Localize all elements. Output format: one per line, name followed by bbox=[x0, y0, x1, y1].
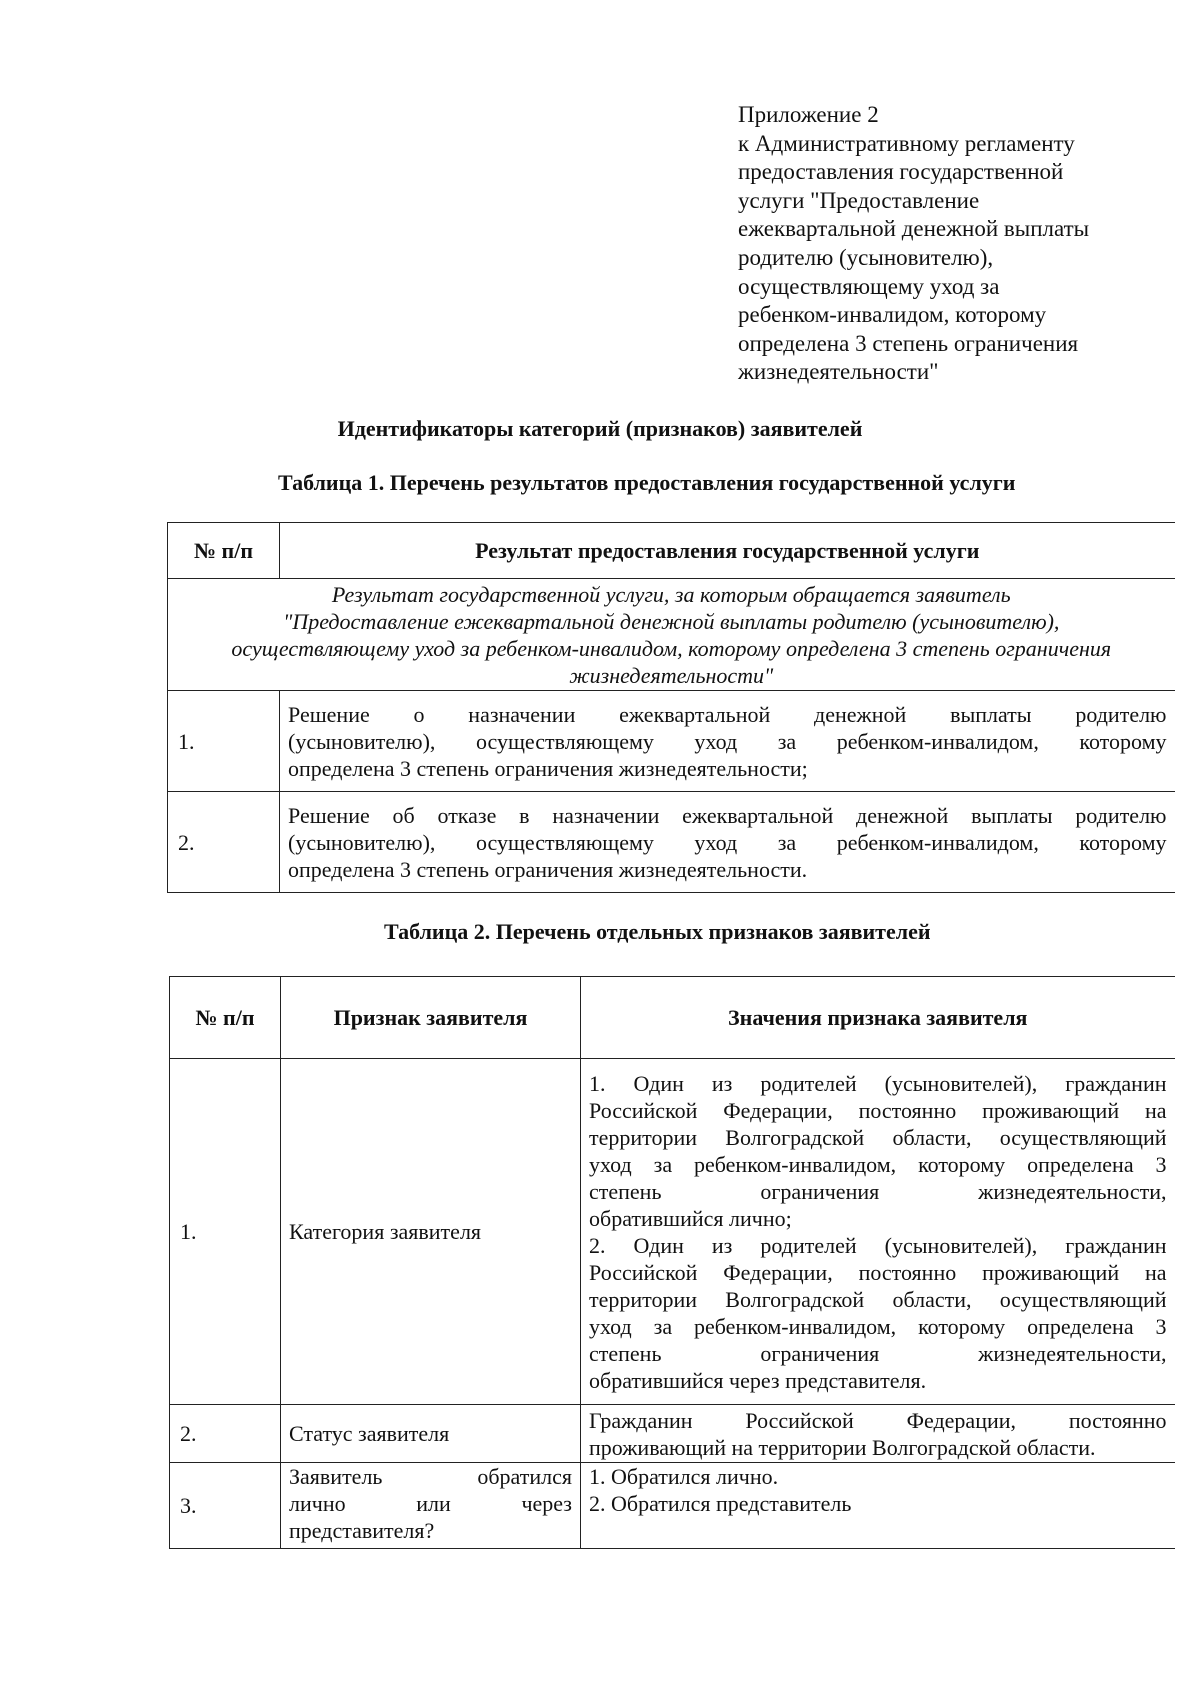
annex-line: ежеквартальной денежной выплаты bbox=[738, 216, 1090, 242]
sign-cell bbox=[281, 1405, 581, 1463]
row-number: 3. bbox=[170, 1463, 281, 1549]
annex-line: к Административному регламенту bbox=[738, 130, 1075, 156]
value-line: территории Волгоградской области, осуществляющий bbox=[589, 1286, 1167, 1312]
results-table bbox=[167, 522, 1175, 893]
table-row bbox=[170, 1463, 1175, 1549]
row-number: 2. bbox=[168, 792, 280, 893]
values-cell bbox=[581, 1059, 1175, 1405]
table-header-row bbox=[168, 523, 1175, 579]
value-line: степень ограничения жизнедеятельности, bbox=[589, 1340, 1167, 1366]
group-caption-line: жизнедеятельности" bbox=[569, 662, 774, 688]
group-caption bbox=[168, 579, 1175, 691]
group-caption-line: "Предоставление ежеквартальной денежной выплаты родителю (усыновителю), bbox=[283, 608, 1060, 634]
table-row bbox=[168, 691, 1175, 792]
annex-line: ребенком-инвалидом, которому bbox=[738, 302, 1047, 328]
sign-line: лично или через bbox=[289, 1491, 572, 1516]
group-row bbox=[168, 579, 1175, 691]
group-caption-line: осуществляющему уход за ребенком-инвалидом, которому определена 3 степень ограничения bbox=[231, 635, 1112, 661]
value-line: уход за ребенком-инвалидом, которому определена 3 bbox=[589, 1151, 1167, 1177]
annex-line: услуги "Предоставление bbox=[738, 187, 980, 213]
value-line: 1. Один из родителей (усыновителей), гражданин bbox=[589, 1070, 1167, 1096]
col-header-num: № п/п bbox=[168, 523, 280, 579]
col-header-result: Результат предоставления государственной услуги bbox=[280, 523, 1175, 579]
result-line: (усыновителю), осуществляющему уход за ребенком-инвалидом, которому bbox=[288, 728, 1167, 754]
col-header-sign: Признак заявителя bbox=[281, 977, 581, 1059]
annex-line: предоставления государственной bbox=[738, 159, 1064, 185]
value-line: 2. Обратился представитель bbox=[589, 1491, 852, 1516]
row-number: 2. bbox=[170, 1405, 281, 1463]
result-line: Решение об отказе в назначении ежеквартальной денежной выплаты родителю bbox=[288, 802, 1167, 828]
group-caption-line: Результат государственной услуги, за которым обращается заявитель bbox=[331, 581, 1011, 607]
result-line: определена 3 степень ограничения жизнедеятельности; bbox=[288, 755, 808, 781]
annex-line: Приложение 2 bbox=[738, 102, 879, 127]
sign-line: представителя? bbox=[289, 1518, 435, 1543]
value-line: Российской Федерации, постоянно проживающий на bbox=[589, 1097, 1167, 1123]
value-line: обратившийся лично; bbox=[589, 1205, 792, 1231]
values-cell bbox=[581, 1463, 1175, 1549]
value-line: 1. Обратился лично. bbox=[589, 1464, 779, 1489]
row-number: 1. bbox=[168, 691, 280, 792]
sign-cell bbox=[281, 1059, 581, 1405]
sign-line: Категория заявителя bbox=[289, 1219, 482, 1244]
value-line: 2. Один из родителей (усыновителей), гражданин bbox=[589, 1232, 1167, 1258]
value-line: территории Волгоградской области, осуществляющий bbox=[589, 1124, 1167, 1150]
sign-line: Статус заявителя bbox=[289, 1421, 450, 1446]
value-line: обратившийся через представителя. bbox=[589, 1367, 927, 1393]
col-header-values: Значения признака заявителя bbox=[581, 977, 1175, 1059]
annex-line: осуществляющему уход за bbox=[738, 273, 1000, 299]
table2-heading: Таблица 2. Перечень отдельных признаков заявителей bbox=[384, 919, 931, 944]
table-header-row bbox=[170, 977, 1175, 1059]
result-line: (усыновителю), осуществляющему уход за ребенком-инвалидом, которому bbox=[288, 829, 1167, 855]
col-header-num: № п/п bbox=[170, 977, 281, 1059]
sign-cell bbox=[281, 1463, 581, 1549]
result-line: Решение о назначении ежеквартальной денежной выплаты родителю bbox=[288, 701, 1167, 727]
result-cell bbox=[280, 792, 1175, 893]
value-line: уход за ребенком-инвалидом, которому определена 3 bbox=[589, 1313, 1167, 1339]
annex-line: жизнедеятельности" bbox=[738, 359, 939, 385]
sign-line: Заявитель обратился bbox=[289, 1464, 572, 1489]
annex-line: определена 3 степень ограничения bbox=[738, 330, 1079, 356]
values-cell bbox=[581, 1405, 1175, 1463]
applicant-signs-table bbox=[169, 976, 1175, 1549]
result-line: определена 3 степень ограничения жизнедеятельности. bbox=[288, 856, 808, 882]
table-row bbox=[170, 1405, 1175, 1463]
table-row bbox=[170, 1059, 1175, 1405]
result-cell bbox=[280, 691, 1175, 792]
table-row bbox=[168, 792, 1175, 893]
table1-heading: Таблица 1. Перечень результатов предоставления государственной услуги bbox=[278, 470, 1016, 495]
value-line: проживающий на территории Волгоградской области. bbox=[589, 1434, 1096, 1460]
annex-header bbox=[738, 101, 1138, 387]
document-title: Идентификаторы категорий (признаков) заявителей bbox=[337, 416, 863, 441]
row-number: 1. bbox=[170, 1059, 281, 1405]
value-line: Гражданин Российской Федерации, постоянно bbox=[589, 1407, 1167, 1433]
value-line: Российской Федерации, постоянно проживающий на bbox=[589, 1259, 1167, 1285]
value-line: степень ограничения жизнедеятельности, bbox=[589, 1178, 1167, 1204]
annex-line: родителю (усыновителю), bbox=[738, 244, 994, 270]
